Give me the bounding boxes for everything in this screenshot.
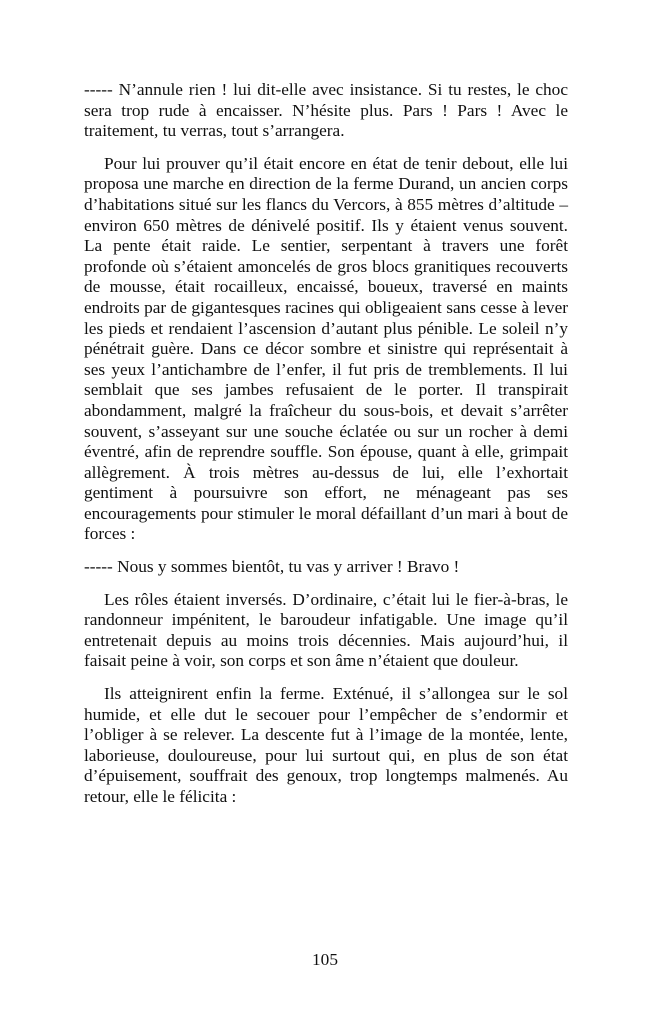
dialogue-paragraph: ----- Nous y sommes bientôt, tu vas y arriver ! Bravo !: [84, 557, 460, 577]
narrative-paragraph: Les rôles étaient inversés. D’ordinaire, c’était lui le fier-à-bras, le randonneur impénitent, le baroudeur infatigable. Une image qu’il entretenait depuis au moins trois décennies. Mais aujourd’hui, il faisait peine à voir, son corps et son âme n’étaient que douleur.: [84, 589, 568, 671]
book-page-body: [84, 80, 568, 820]
dialogue-paragraph: ----- N’annule rien ! lui dit-elle avec insistance. Si tu restes, le choc sera trop rude à encaisser. N’hésite plus. Pars ! Pars ! Avec le traitement, tu verras, tout s’arrangera.: [84, 80, 568, 141]
narrative-paragraph: Ils atteignirent enfin la ferme. Exténué, il s’allongea sur le sol humide, et elle dut le secouer pour l’empêcher de s’endormir et l’obliger à se relever. La descente fut à l’image de la montée, lente, laborieuse, douloureuse, pour lui surtout qui, en plus de son état d’épuisement, souffrait des genoux, trop longtemps malmenés. Au retour, elle le félicita :: [84, 684, 568, 806]
page-number: 105: [312, 950, 338, 969]
narrative-paragraph: Pour lui prouver qu’il était encore en état de tenir debout, elle lui proposa une marche en direction de la ferme Durand, un ancien corps d’habitations situé sur les flancs du Vercors, à 855 mètres d’altitude – environ 650 mètres de dénivelé positif. Ils y étaient venus souvent. La pente était raide. Le sentier, serpentant à travers une forêt profonde où s’étaient amoncelés de gros blocs granitiques recouverts de mousse, était rocailleux, encaissé, boueux, traversé en maints endroits par de gigantesques racines qui obligeaient sans cesse à lever les pieds et rendaient l’ascension d’autant plus pénible. Le soleil n’y pénétrait guère. Dans ce décor sombre et sinistre qui représentait à ses yeux l’antichambre de l’enfer, il fut pris de tremblements. Il lui semblait que ses jambes refusaient de le porter. Il transpirait abondamment, malgré la fraîcheur du sous-bois, et devait s’arrêter souvent, s’asseyant sur une souche éclatée ou sur un rocher à demi éventré, afin de reprendre souffle. Son épouse, quant à elle, grimpait allègrement. À trois mètres au-dessus de lui, elle l’exhortait gentiment à poursuivre son effort, ne ménageant pas ses encouragements pour stimuler le moral défaillant d’un mari à bout de forces :: [84, 153, 568, 544]
